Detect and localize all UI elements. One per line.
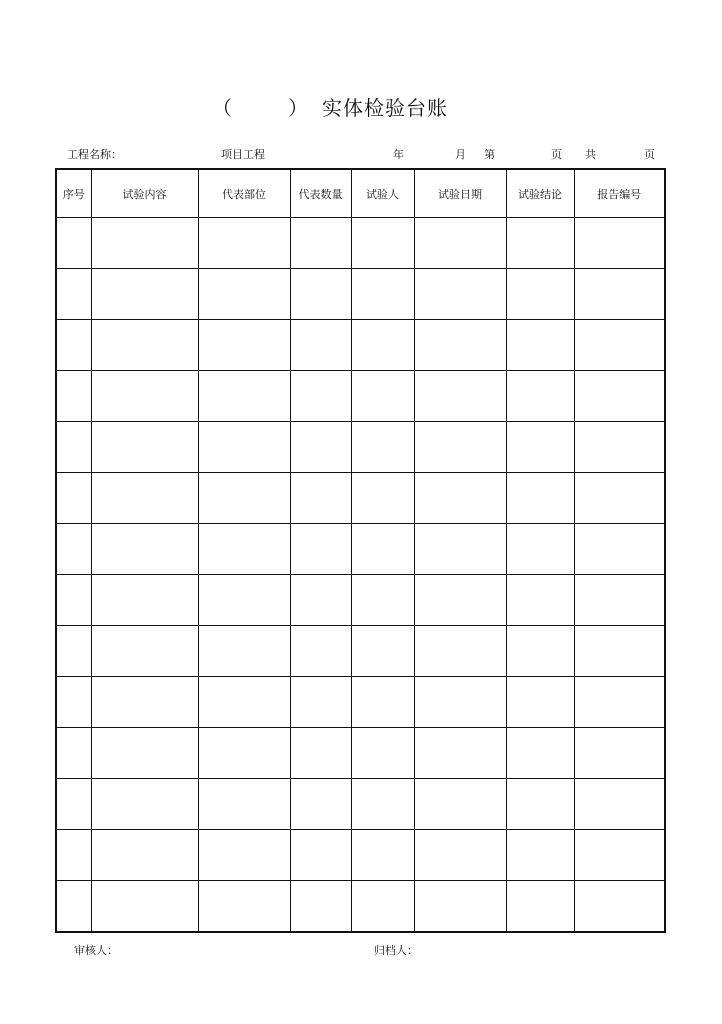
table-cell[interactable] <box>91 626 198 677</box>
table-cell[interactable] <box>574 422 665 473</box>
table-cell[interactable] <box>290 626 351 677</box>
table-cell[interactable] <box>91 830 198 881</box>
table-cell[interactable] <box>198 575 290 626</box>
table-header-row <box>56 169 665 218</box>
table-cell[interactable] <box>56 677 91 728</box>
table-cell[interactable] <box>198 218 290 269</box>
table-cell[interactable] <box>414 881 506 933</box>
table-cell[interactable] <box>56 422 91 473</box>
table-cell[interactable] <box>56 269 91 320</box>
table-cell[interactable] <box>56 524 91 575</box>
table-cell[interactable] <box>506 575 574 626</box>
table-cell[interactable] <box>290 830 351 881</box>
table-cell[interactable] <box>290 728 351 779</box>
table-cell[interactable] <box>414 626 506 677</box>
table-cell[interactable] <box>198 422 290 473</box>
table-cell[interactable] <box>91 779 198 830</box>
header-representative-location: 代表部位 <box>198 169 290 218</box>
table-cell[interactable] <box>351 677 414 728</box>
table-cell[interactable] <box>414 524 506 575</box>
table-row <box>56 524 665 575</box>
table-row <box>56 218 665 269</box>
header-test-conclusion: 试验结论 <box>506 169 574 218</box>
table-cell[interactable] <box>351 626 414 677</box>
table-row <box>56 677 665 728</box>
table-cell[interactable] <box>506 320 574 371</box>
table-cell[interactable] <box>290 422 351 473</box>
inspection-ledger-table <box>55 168 666 933</box>
table-cell[interactable] <box>290 677 351 728</box>
table-cell[interactable] <box>351 728 414 779</box>
table-cell[interactable] <box>506 881 574 933</box>
table-cell[interactable] <box>198 830 290 881</box>
table-cell[interactable] <box>91 575 198 626</box>
table-cell[interactable] <box>91 881 198 933</box>
project-name-label: 工程名称： <box>67 148 122 161</box>
table-row <box>56 881 665 933</box>
table-cell[interactable] <box>91 524 198 575</box>
table-cell[interactable] <box>56 218 91 269</box>
table-cell[interactable] <box>91 422 198 473</box>
table-cell[interactable] <box>506 422 574 473</box>
info-row <box>0 146 722 162</box>
table-cell[interactable] <box>351 422 414 473</box>
table-cell[interactable] <box>91 728 198 779</box>
footer-row <box>0 942 722 958</box>
table-cell[interactable] <box>414 779 506 830</box>
header-report-number: 报告编号 <box>574 169 665 218</box>
table-cell[interactable] <box>91 371 198 422</box>
table-cell[interactable] <box>506 269 574 320</box>
table-cell[interactable] <box>351 371 414 422</box>
table-cell[interactable] <box>414 218 506 269</box>
page-label: 页 <box>551 148 562 161</box>
table-row <box>56 779 665 830</box>
table-cell[interactable] <box>506 473 574 524</box>
table-cell[interactable] <box>506 779 574 830</box>
table-cell[interactable] <box>198 728 290 779</box>
table-cell[interactable] <box>56 728 91 779</box>
table-cell[interactable] <box>414 422 506 473</box>
table-cell[interactable] <box>574 728 665 779</box>
header-tester: 试验人 <box>351 169 414 218</box>
header-test-content: 试验内容 <box>91 169 198 218</box>
table-cell[interactable] <box>506 218 574 269</box>
table-cell[interactable] <box>290 269 351 320</box>
table-row <box>56 575 665 626</box>
table-cell[interactable] <box>198 320 290 371</box>
table-cell[interactable] <box>290 218 351 269</box>
table-cell[interactable] <box>91 473 198 524</box>
table-cell[interactable] <box>574 626 665 677</box>
table-cell[interactable] <box>351 218 414 269</box>
table-cell[interactable] <box>56 830 91 881</box>
table-cell[interactable] <box>574 881 665 933</box>
table-cell[interactable] <box>198 371 290 422</box>
table-cell[interactable] <box>56 473 91 524</box>
table-cell[interactable] <box>506 371 574 422</box>
table-cell[interactable] <box>506 524 574 575</box>
table-cell[interactable] <box>414 269 506 320</box>
table-cell[interactable] <box>414 473 506 524</box>
table-cell[interactable] <box>91 269 198 320</box>
table-cell[interactable] <box>56 779 91 830</box>
year-label: 年 <box>393 148 404 161</box>
document-title <box>0 92 722 122</box>
table-cell[interactable] <box>56 575 91 626</box>
table-cell[interactable] <box>574 524 665 575</box>
table-cell[interactable] <box>574 830 665 881</box>
table-cell[interactable] <box>91 677 198 728</box>
table-cell[interactable] <box>574 473 665 524</box>
table-cell[interactable] <box>506 728 574 779</box>
table-cell[interactable] <box>198 626 290 677</box>
header-representative-quantity: 代表数量 <box>290 169 351 218</box>
table-cell[interactable] <box>414 320 506 371</box>
table-cell[interactable] <box>574 779 665 830</box>
table-cell[interactable] <box>290 524 351 575</box>
table-cell[interactable] <box>351 524 414 575</box>
total-pages-label: 页 <box>644 148 655 161</box>
table-body <box>56 218 665 933</box>
table-cell[interactable] <box>198 881 290 933</box>
project-type-text: 项目工程 <box>221 148 265 161</box>
table-row <box>56 371 665 422</box>
table-cell[interactable] <box>351 575 414 626</box>
table-cell[interactable] <box>198 269 290 320</box>
table-row <box>56 422 665 473</box>
month-label: 月 <box>455 148 466 161</box>
table-cell[interactable] <box>290 320 351 371</box>
table-cell[interactable] <box>506 830 574 881</box>
table-cell[interactable] <box>198 524 290 575</box>
table-cell[interactable] <box>574 320 665 371</box>
table-cell[interactable] <box>414 575 506 626</box>
table-cell[interactable] <box>351 269 414 320</box>
table-cell[interactable] <box>351 320 414 371</box>
table-cell[interactable] <box>290 779 351 830</box>
archivist-label: 归档人： <box>374 944 418 957</box>
table-cell[interactable] <box>414 728 506 779</box>
table-cell[interactable] <box>198 473 290 524</box>
header-test-date: 试验日期 <box>414 169 506 218</box>
table-cell[interactable] <box>574 575 665 626</box>
page-prefix-label: 第 <box>484 148 495 161</box>
table-cell[interactable] <box>56 371 91 422</box>
table-cell[interactable] <box>351 473 414 524</box>
table-cell[interactable] <box>290 575 351 626</box>
table-cell[interactable] <box>56 881 91 933</box>
table-cell[interactable] <box>414 371 506 422</box>
table-cell[interactable] <box>574 677 665 728</box>
table-row <box>56 830 665 881</box>
title-paren-open: （ <box>212 96 232 120</box>
table-cell[interactable] <box>290 473 351 524</box>
table-cell[interactable] <box>506 677 574 728</box>
table-cell[interactable] <box>414 677 506 728</box>
table-cell[interactable] <box>290 371 351 422</box>
table-cell[interactable] <box>414 830 506 881</box>
table-row <box>56 728 665 779</box>
table-cell[interactable] <box>351 779 414 830</box>
table-cell[interactable] <box>351 881 414 933</box>
table-cell[interactable] <box>56 320 91 371</box>
table-row <box>56 269 665 320</box>
total-prefix-label: 共 <box>585 148 596 161</box>
table-row <box>56 626 665 677</box>
table-cell[interactable] <box>574 218 665 269</box>
table-cell[interactable] <box>506 626 574 677</box>
table-row <box>56 320 665 371</box>
table-cell[interactable] <box>351 830 414 881</box>
table-cell[interactable] <box>574 269 665 320</box>
table-cell[interactable] <box>574 371 665 422</box>
table-cell[interactable] <box>56 626 91 677</box>
table-cell[interactable] <box>198 677 290 728</box>
table-cell[interactable] <box>91 218 198 269</box>
table-cell[interactable] <box>290 881 351 933</box>
table-cell[interactable] <box>198 779 290 830</box>
table-row <box>56 473 665 524</box>
header-serial-no: 序号 <box>56 169 91 218</box>
table-cell[interactable] <box>91 320 198 371</box>
reviewer-label: 审核人： <box>74 944 118 957</box>
title-paren-close: ） <box>288 96 308 120</box>
title-text: 实体检验台账 <box>322 96 448 120</box>
